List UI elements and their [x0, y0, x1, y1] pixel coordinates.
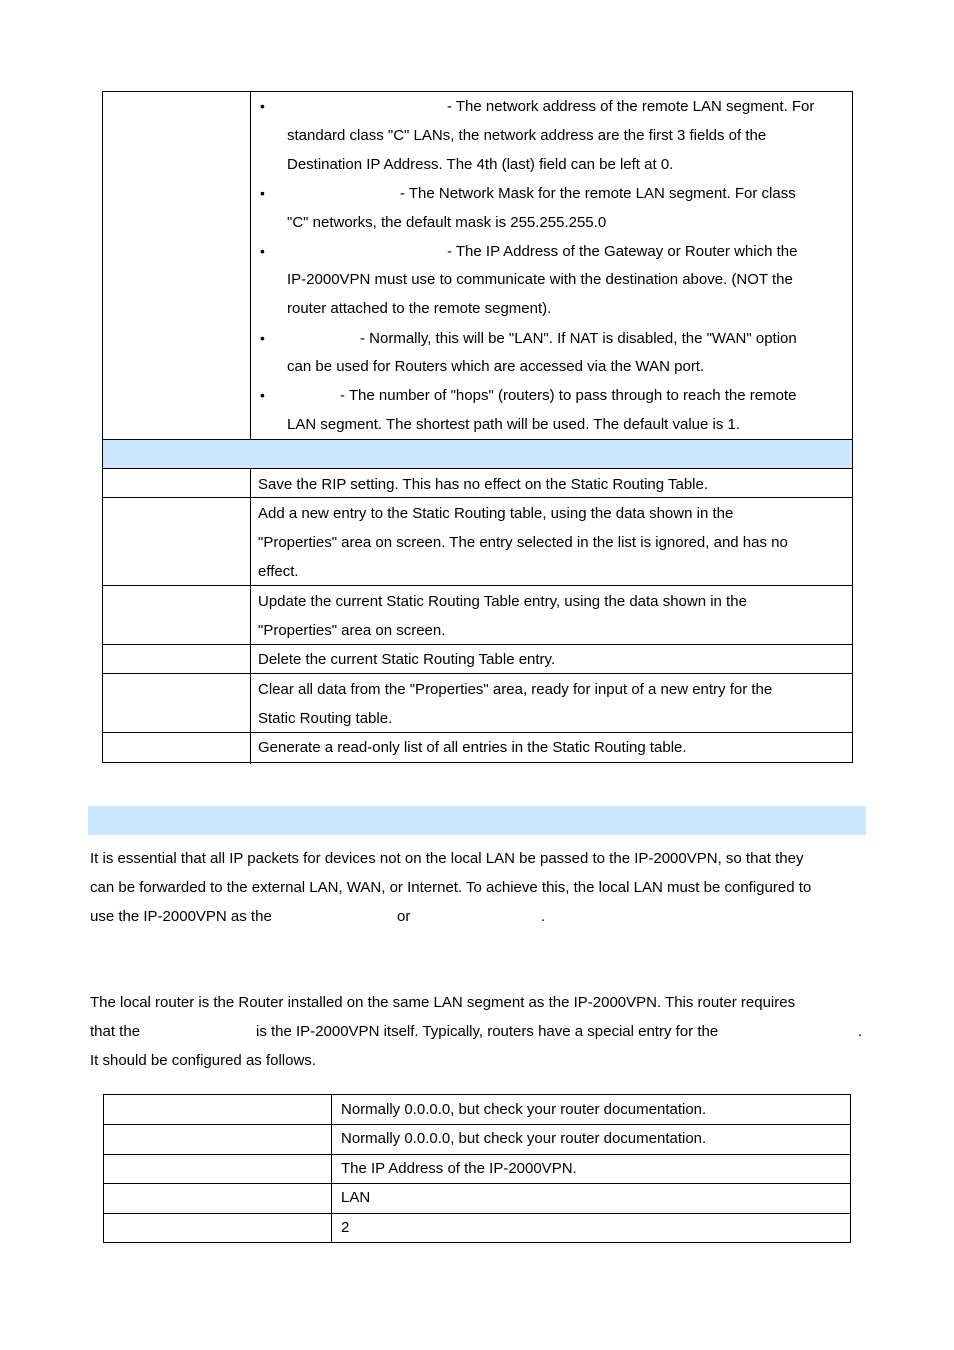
- row-description: Delete the current Static Routing Table entry.: [258, 651, 556, 668]
- bullet-text: LAN segment. The shortest path will be used. The default value is 1.: [287, 416, 741, 433]
- body-text: that the: [90, 1023, 141, 1040]
- body-text: The local router is the Router installed on the same LAN segment as the IP-2000VPN. This router requires: [90, 994, 796, 1011]
- row-description: Save the RIP setting. This has no effect on the Static Routing Table.: [258, 476, 709, 493]
- row-divider: [104, 1213, 850, 1214]
- config-value: Normally 0.0.0.0, but check your router documentation.: [341, 1101, 707, 1118]
- row-description: effect.: [258, 563, 299, 580]
- config-value: Normally 0.0.0.0, but check your router documentation.: [341, 1130, 707, 1147]
- router-config-table: [103, 1094, 851, 1243]
- body-text: or: [397, 908, 411, 925]
- row-description: Update the current Static Routing Table entry, using the data shown in the: [258, 593, 747, 610]
- column-divider: [331, 1095, 332, 1242]
- row-divider: [103, 585, 852, 586]
- bullet-text: - The number of "hops" (routers) to pass through to reach the remote: [340, 387, 797, 404]
- body-text: .: [541, 908, 546, 925]
- bullet-icon: •: [260, 185, 265, 201]
- bullet-text: standard class "C" LANs, the network address are the first 3 fields of the: [287, 127, 767, 144]
- row-description: Clear all data from the "Properties" area, ready for input of a new entry for the: [258, 681, 773, 698]
- buttons-header-band: [103, 439, 852, 468]
- bullet-icon: •: [260, 243, 265, 259]
- row-divider: [103, 673, 852, 674]
- row-divider: [103, 468, 852, 469]
- bullet-text: router attached to the remote segment).: [287, 300, 552, 317]
- body-text: use the IP-2000VPN as the: [90, 908, 272, 925]
- row-description: Static Routing table.: [258, 710, 393, 727]
- row-divider: [104, 1154, 850, 1155]
- row-divider: [103, 439, 852, 440]
- body-text: can be forwarded to the external LAN, WAN, or Internet. To achieve this, the local LAN must be configured to: [90, 879, 812, 896]
- body-text: .: [858, 1023, 863, 1040]
- bullet-icon: •: [260, 98, 265, 114]
- bullet-icon: •: [260, 330, 265, 346]
- row-divider: [103, 644, 852, 645]
- bullet-text: - The network address of the remote LAN segment. For: [447, 98, 815, 115]
- row-description: Add a new entry to the Static Routing table, using the data shown in the: [258, 505, 734, 522]
- row-description: "Properties" area on screen.: [258, 622, 446, 639]
- bullet-text: - The Network Mask for the remote LAN segment. For class: [400, 185, 796, 202]
- body-text: It is essential that all IP packets for devices not on the local LAN be passed to the IP-2000VPN, so that they: [90, 850, 804, 867]
- row-divider: [103, 732, 852, 733]
- row-description: "Properties" area on screen. The entry selected in the list is ignored, and has no: [258, 534, 788, 551]
- row-divider: [104, 1183, 850, 1184]
- routing-help-table: [102, 91, 853, 763]
- column-divider: [250, 92, 251, 764]
- config-value: LAN: [341, 1189, 371, 1206]
- body-text: is the IP-2000VPN itself. Typically, routers have a special entry for the: [256, 1023, 719, 1040]
- row-divider: [103, 497, 852, 498]
- config-value: 2: [341, 1219, 350, 1236]
- bullet-icon: •: [260, 387, 265, 403]
- row-divider: [104, 1124, 850, 1125]
- bullet-text: - The IP Address of the Gateway or Router which the: [447, 243, 798, 260]
- bullet-text: Destination IP Address. The 4th (last) field can be left at 0.: [287, 156, 674, 173]
- section-heading-band: [88, 806, 866, 835]
- row-description: Generate a read-only list of all entries in the Static Routing table.: [258, 739, 687, 756]
- bullet-text: - Normally, this will be "LAN". If NAT is disabled, the "WAN" option: [360, 330, 797, 347]
- bullet-text: can be used for Routers which are accessed via the WAN port.: [287, 358, 705, 375]
- bullet-text: "C" networks, the default mask is 255.255.255.0: [287, 214, 607, 231]
- bullet-text: IP-2000VPN must use to communicate with the destination above. (NOT the: [287, 271, 793, 288]
- body-text: It should be configured as follows.: [90, 1052, 316, 1069]
- config-value: The IP Address of the IP-2000VPN.: [341, 1160, 577, 1177]
